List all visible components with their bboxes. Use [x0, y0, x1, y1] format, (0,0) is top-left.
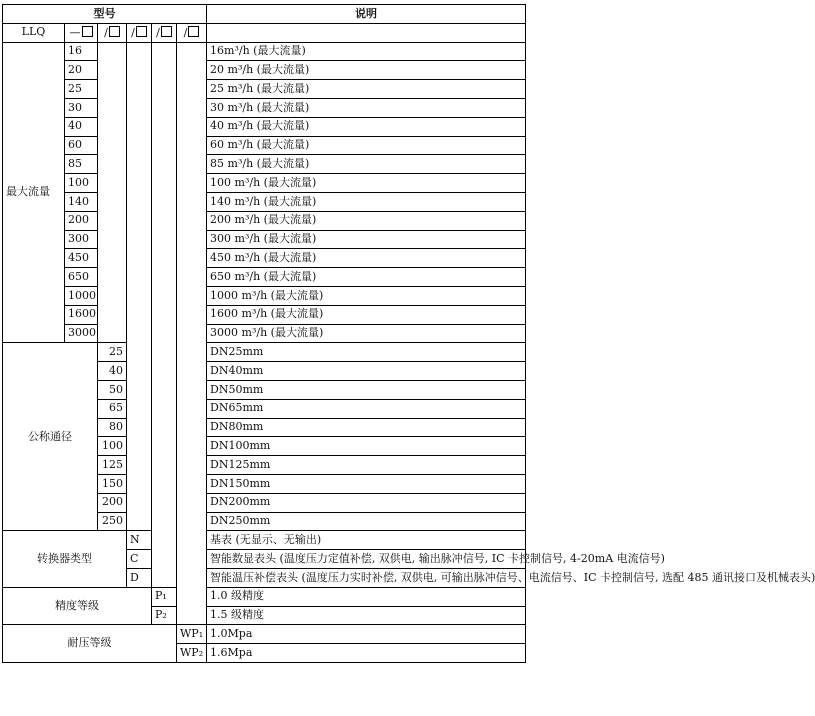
table-row: [3, 42, 526, 61]
table-row: [3, 587, 526, 606]
slot-dash-sep: —: [69, 25, 81, 39]
converter-code: N: [127, 531, 152, 550]
flow-code: 1000: [65, 286, 98, 305]
prefix-row: [3, 23, 526, 42]
slot-3: [127, 23, 152, 42]
dn-desc: DN250mm: [207, 512, 526, 531]
table-row: [3, 625, 526, 644]
table-row: [3, 174, 526, 193]
description-header: 说明: [207, 5, 526, 24]
flow-code: 140: [65, 192, 98, 211]
flow-desc: 140 m³/h (最大流量): [207, 192, 526, 211]
flow-code: 40: [65, 117, 98, 136]
slot-5: [177, 23, 207, 42]
model-spec-table: [2, 4, 815, 663]
slot-4: [152, 23, 177, 42]
flow-desc: 650 m³/h (最大流量): [207, 268, 526, 287]
pressure-class-label: 耐压等级: [3, 625, 177, 663]
model-prefix: LLQ: [3, 23, 65, 42]
spacer-cell: [152, 42, 177, 587]
placeholder-box-icon: [188, 26, 199, 37]
flow-code: 60: [65, 136, 98, 155]
table-row: [3, 211, 526, 230]
flow-code: 85: [65, 155, 98, 174]
dn-desc: DN40mm: [207, 362, 526, 381]
dn-code: 150: [98, 474, 127, 493]
slot-2: [98, 23, 127, 42]
converter-code: C: [127, 550, 152, 569]
flow-desc: 25 m³/h (最大流量): [207, 80, 526, 99]
prefix-description: [207, 23, 526, 42]
dn-desc: DN200mm: [207, 493, 526, 512]
table-row: [3, 343, 526, 362]
table-row: [3, 117, 526, 136]
table-row: [3, 136, 526, 155]
table-row: [3, 324, 526, 343]
dn-code: 50: [98, 380, 127, 399]
accuracy-code: P₁: [152, 587, 177, 606]
model-header: 型号: [3, 5, 207, 24]
table-row: [3, 80, 526, 99]
accuracy-desc: 1.0 级精度: [207, 587, 526, 606]
flow-desc: 3000 m³/h (最大流量): [207, 324, 526, 343]
flow-desc: 450 m³/h (最大流量): [207, 249, 526, 268]
table-row: [3, 531, 526, 550]
flow-code: 450: [65, 249, 98, 268]
nominal-diameter-label: 公称通径: [3, 343, 98, 531]
flow-desc: 16m³/h (最大流量): [207, 42, 526, 61]
spacer-cell: [127, 42, 152, 531]
flow-code: 1600: [65, 305, 98, 324]
pressure-code: WP₂: [177, 644, 207, 663]
slot-sep: /: [183, 25, 188, 39]
dn-code: 65: [98, 399, 127, 418]
pressure-code: WP₁: [177, 625, 207, 644]
flow-desc: 1600 m³/h (最大流量): [207, 305, 526, 324]
converter-code: D: [127, 568, 152, 587]
converter-desc: 智能数显表头 (温度压力定值补偿, 双供电, 输出脉冲信号, IC 卡控制信号, 4-20mA 电流信号): [207, 550, 526, 569]
spacer-cell: [177, 42, 207, 625]
dn-code: 125: [98, 456, 127, 475]
converter-desc: 基表 (无显示、无输出): [207, 531, 526, 550]
dn-desc: DN125mm: [207, 456, 526, 475]
flow-desc: 60 m³/h (最大流量): [207, 136, 526, 155]
pressure-desc: 1.0Mpa: [207, 625, 526, 644]
flow-desc: 20 m³/h (最大流量): [207, 61, 526, 80]
flow-desc: 40 m³/h (最大流量): [207, 117, 526, 136]
dn-desc: DN80mm: [207, 418, 526, 437]
flow-code: 30: [65, 98, 98, 117]
header-row: [3, 5, 526, 24]
dn-desc: DN150mm: [207, 474, 526, 493]
dn-desc: DN100mm: [207, 437, 526, 456]
flow-code: 200: [65, 211, 98, 230]
flow-desc: 100 m³/h (最大流量): [207, 174, 526, 193]
accuracy-desc: 1.5 级精度: [207, 606, 526, 625]
slot-sep: /: [131, 25, 135, 39]
dn-desc: DN50mm: [207, 380, 526, 399]
dn-code: 100: [98, 437, 127, 456]
table-row: [3, 192, 526, 211]
placeholder-box-icon: [161, 26, 172, 37]
table-row: [3, 286, 526, 305]
flow-code: 20: [65, 61, 98, 80]
dn-desc: DN25mm: [207, 343, 526, 362]
dn-code: 200: [98, 493, 127, 512]
slot-sep: /: [104, 25, 108, 39]
slot-dash: [65, 23, 98, 42]
converter-type-label: 转换器类型: [3, 531, 127, 587]
accuracy-code: P₂: [152, 606, 177, 625]
pressure-desc: 1.6Mpa: [207, 644, 526, 663]
slot-sep: /: [156, 25, 160, 39]
flow-code: 300: [65, 230, 98, 249]
table-row: [3, 230, 526, 249]
placeholder-box-icon: [109, 26, 120, 37]
table-row: [3, 305, 526, 324]
dn-code: 80: [98, 418, 127, 437]
flow-desc: 300 m³/h (最大流量): [207, 230, 526, 249]
accuracy-class-label: 精度等级: [3, 587, 152, 625]
flow-code: 25: [65, 80, 98, 99]
flow-desc: 200 m³/h (最大流量): [207, 211, 526, 230]
converter-desc: 智能温压补偿表头 (温度压力实时补偿, 双供电, 可输出脉冲信号、电流信号、IC 卡控制信号, 选配 485 通讯接口及机械表头): [207, 568, 526, 587]
flow-code: 100: [65, 174, 98, 193]
dn-code: 250: [98, 512, 127, 531]
flow-code: 16: [65, 42, 98, 61]
placeholder-box-icon: [82, 26, 93, 37]
flow-desc: 1000 m³/h (最大流量): [207, 286, 526, 305]
placeholder-box-icon: [136, 26, 147, 37]
table-row: [3, 268, 526, 287]
dn-code: 40: [98, 362, 127, 381]
max-flow-label: 最大流量: [3, 42, 65, 343]
spacer-cell: [98, 42, 127, 343]
table-row: [3, 249, 526, 268]
flow-code: 650: [65, 268, 98, 287]
dn-code: 25: [98, 343, 127, 362]
flow-code: 3000: [65, 324, 98, 343]
table-row: [3, 155, 526, 174]
flow-desc: 85 m³/h (最大流量): [207, 155, 526, 174]
table-row: [3, 98, 526, 117]
table-row: [3, 61, 526, 80]
flow-desc: 30 m³/h (最大流量): [207, 98, 526, 117]
dn-desc: DN65mm: [207, 399, 526, 418]
